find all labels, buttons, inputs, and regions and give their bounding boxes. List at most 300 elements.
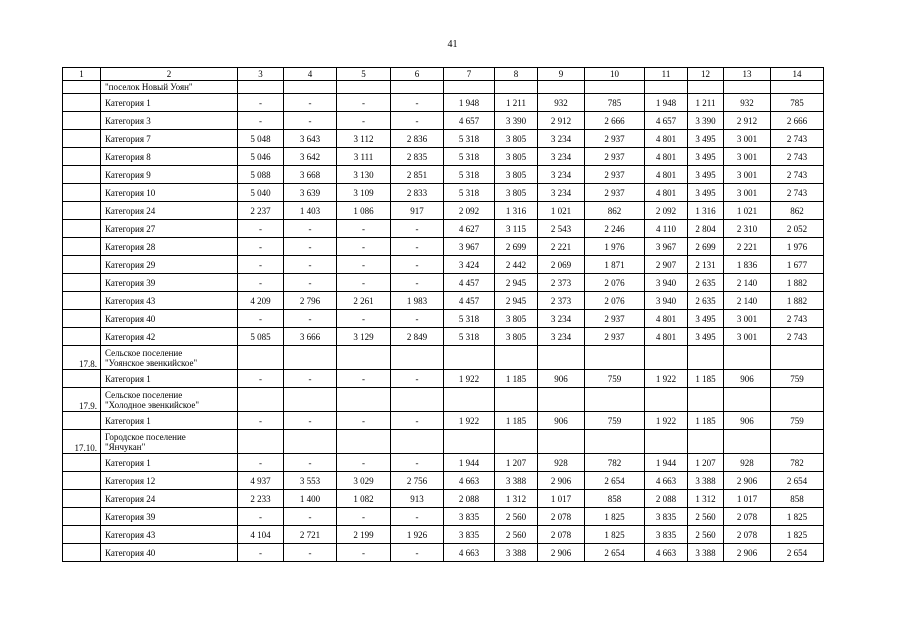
value-cell: 5 040 bbox=[238, 184, 284, 202]
tariff-table bbox=[62, 67, 824, 562]
empty-cell bbox=[645, 81, 688, 94]
value-cell: 2 635 bbox=[688, 274, 724, 292]
value-cell: 3 234 bbox=[538, 130, 585, 148]
row-number bbox=[63, 412, 101, 430]
row-number bbox=[63, 292, 101, 310]
empty-cell bbox=[771, 430, 824, 454]
value-cell: 4 663 bbox=[645, 544, 688, 562]
value-cell: - bbox=[337, 94, 391, 112]
value-cell: 2 937 bbox=[585, 184, 645, 202]
value-cell: 3 388 bbox=[688, 472, 724, 490]
value-cell: 2 836 bbox=[391, 130, 444, 148]
value-cell: 759 bbox=[585, 412, 645, 430]
row-number bbox=[63, 508, 101, 526]
value-cell: 862 bbox=[771, 202, 824, 220]
value-cell: 1 944 bbox=[645, 454, 688, 472]
value-cell: - bbox=[238, 220, 284, 238]
value-cell: 4 104 bbox=[238, 526, 284, 544]
section-name-line: "поселок Новый Уоян" bbox=[105, 82, 193, 92]
value-cell: 3 388 bbox=[495, 544, 538, 562]
row-number bbox=[63, 81, 101, 94]
row-number bbox=[63, 238, 101, 256]
empty-cell bbox=[724, 430, 771, 454]
value-cell: 1 185 bbox=[495, 412, 538, 430]
value-cell: - bbox=[284, 310, 337, 328]
empty-cell bbox=[585, 388, 645, 412]
category-name: Категория 3 bbox=[101, 112, 238, 130]
value-cell: 906 bbox=[724, 370, 771, 388]
category-name: Категория 40 bbox=[101, 544, 238, 562]
value-cell: - bbox=[238, 94, 284, 112]
value-cell: 4 801 bbox=[645, 328, 688, 346]
category-name: Категория 39 bbox=[101, 274, 238, 292]
value-cell: 2 092 bbox=[444, 202, 495, 220]
value-cell: 1 983 bbox=[391, 292, 444, 310]
value-cell: 3 234 bbox=[538, 328, 585, 346]
column-header-7: 7 bbox=[444, 68, 495, 81]
row-number bbox=[63, 94, 101, 112]
value-cell: 2 743 bbox=[771, 310, 824, 328]
value-cell: 3 029 bbox=[337, 472, 391, 490]
value-cell: 913 bbox=[391, 490, 444, 508]
value-cell: 2 560 bbox=[495, 526, 538, 544]
empty-cell bbox=[495, 430, 538, 454]
value-cell: 3 835 bbox=[444, 526, 495, 544]
value-cell: 2 907 bbox=[645, 256, 688, 274]
value-cell: 2 796 bbox=[284, 292, 337, 310]
empty-cell bbox=[538, 430, 585, 454]
value-cell: 1 825 bbox=[585, 526, 645, 544]
value-cell: - bbox=[391, 256, 444, 274]
value-cell: 3 967 bbox=[645, 238, 688, 256]
value-cell: 1 825 bbox=[585, 508, 645, 526]
value-cell: 906 bbox=[538, 370, 585, 388]
column-header-14: 14 bbox=[771, 68, 824, 81]
value-cell: - bbox=[337, 412, 391, 430]
value-cell: 2 937 bbox=[585, 328, 645, 346]
value-cell: 2 666 bbox=[585, 112, 645, 130]
section-name-line: "Янчукан" bbox=[105, 441, 146, 452]
value-cell: 3 001 bbox=[724, 310, 771, 328]
table-row bbox=[63, 412, 824, 430]
category-name: Категория 43 bbox=[101, 292, 238, 310]
value-cell: 3 668 bbox=[284, 166, 337, 184]
value-cell: 2 833 bbox=[391, 184, 444, 202]
value-cell: 2 743 bbox=[771, 184, 824, 202]
table-row bbox=[63, 256, 824, 274]
value-cell: 928 bbox=[538, 454, 585, 472]
section-name bbox=[101, 388, 238, 412]
column-header-1: 1 bbox=[63, 68, 101, 81]
value-cell: 2 246 bbox=[585, 220, 645, 238]
empty-cell bbox=[538, 388, 585, 412]
value-cell: 932 bbox=[538, 94, 585, 112]
row-number bbox=[63, 130, 101, 148]
value-cell: 3 495 bbox=[688, 130, 724, 148]
value-cell: - bbox=[238, 238, 284, 256]
value-cell: 3 001 bbox=[724, 184, 771, 202]
category-name: Категория 24 bbox=[101, 202, 238, 220]
value-cell: 3 234 bbox=[538, 148, 585, 166]
value-cell: 2 261 bbox=[337, 292, 391, 310]
value-cell: 4 937 bbox=[238, 472, 284, 490]
value-cell: 2 092 bbox=[645, 202, 688, 220]
column-header-9: 9 bbox=[538, 68, 585, 81]
value-cell: 1 882 bbox=[771, 292, 824, 310]
value-cell: - bbox=[284, 544, 337, 562]
value-cell: 4 801 bbox=[645, 166, 688, 184]
empty-cell bbox=[238, 81, 284, 94]
value-cell: 2 078 bbox=[538, 526, 585, 544]
table-row bbox=[63, 94, 824, 112]
empty-cell bbox=[284, 430, 337, 454]
empty-cell bbox=[724, 388, 771, 412]
value-cell: 2 373 bbox=[538, 292, 585, 310]
value-cell: 5 318 bbox=[444, 328, 495, 346]
empty-cell bbox=[391, 430, 444, 454]
value-cell: - bbox=[284, 112, 337, 130]
value-cell: 3 390 bbox=[688, 112, 724, 130]
section-name-line: Сельское поселение bbox=[105, 389, 183, 400]
value-cell: 3 553 bbox=[284, 472, 337, 490]
section-row bbox=[63, 346, 824, 370]
value-cell: 4 663 bbox=[444, 544, 495, 562]
value-cell: 2 199 bbox=[337, 526, 391, 544]
table-row bbox=[63, 328, 824, 346]
table-row bbox=[63, 454, 824, 472]
table-row bbox=[63, 544, 824, 562]
value-cell: 759 bbox=[771, 370, 824, 388]
value-cell: 1 021 bbox=[538, 202, 585, 220]
value-cell: 2 945 bbox=[495, 292, 538, 310]
value-cell: - bbox=[337, 220, 391, 238]
row-number bbox=[63, 166, 101, 184]
value-cell: 2 945 bbox=[495, 274, 538, 292]
table-row bbox=[63, 220, 824, 238]
value-cell: 3 805 bbox=[495, 310, 538, 328]
value-cell: 862 bbox=[585, 202, 645, 220]
value-cell: 1 312 bbox=[688, 490, 724, 508]
value-cell: 2 237 bbox=[238, 202, 284, 220]
value-cell: - bbox=[238, 370, 284, 388]
value-cell: 4 457 bbox=[444, 292, 495, 310]
value-cell: 2 721 bbox=[284, 526, 337, 544]
value-cell: 3 835 bbox=[645, 526, 688, 544]
value-cell: 2 912 bbox=[538, 112, 585, 130]
empty-cell bbox=[724, 346, 771, 370]
empty-cell bbox=[585, 81, 645, 94]
value-cell: 1 086 bbox=[337, 202, 391, 220]
value-cell: 2 756 bbox=[391, 472, 444, 490]
empty-cell bbox=[337, 388, 391, 412]
value-cell: 2 906 bbox=[538, 544, 585, 562]
value-cell: 4 663 bbox=[645, 472, 688, 490]
value-cell: - bbox=[391, 412, 444, 430]
section-row bbox=[63, 81, 824, 94]
value-cell: 2 804 bbox=[688, 220, 724, 238]
value-cell: 2 654 bbox=[771, 472, 824, 490]
category-name: Категория 40 bbox=[101, 310, 238, 328]
table-row bbox=[63, 184, 824, 202]
empty-cell bbox=[391, 346, 444, 370]
value-cell: 2 560 bbox=[495, 508, 538, 526]
empty-cell bbox=[585, 430, 645, 454]
value-cell: 2 937 bbox=[585, 130, 645, 148]
value-cell: 3 805 bbox=[495, 148, 538, 166]
empty-cell bbox=[771, 388, 824, 412]
row-number bbox=[63, 544, 101, 562]
value-cell: 1 400 bbox=[284, 490, 337, 508]
value-cell: - bbox=[391, 508, 444, 526]
row-number bbox=[63, 274, 101, 292]
empty-cell bbox=[495, 346, 538, 370]
value-cell: 2 078 bbox=[724, 526, 771, 544]
table-row bbox=[63, 130, 824, 148]
value-cell: 2 912 bbox=[724, 112, 771, 130]
value-cell: 3 835 bbox=[645, 508, 688, 526]
value-cell: 3 835 bbox=[444, 508, 495, 526]
value-cell: - bbox=[337, 508, 391, 526]
value-cell: 2 560 bbox=[688, 508, 724, 526]
value-cell: 782 bbox=[771, 454, 824, 472]
column-header-4: 4 bbox=[284, 68, 337, 81]
category-name: Категория 12 bbox=[101, 472, 238, 490]
value-cell: 858 bbox=[771, 490, 824, 508]
value-cell: 3 234 bbox=[538, 166, 585, 184]
empty-cell bbox=[391, 388, 444, 412]
row-number: 17.10. bbox=[63, 430, 101, 454]
value-cell: - bbox=[337, 310, 391, 328]
value-cell: 2 140 bbox=[724, 274, 771, 292]
value-cell: 1 017 bbox=[724, 490, 771, 508]
section-name-line: Сельское поселение bbox=[105, 347, 183, 358]
value-cell: 759 bbox=[771, 412, 824, 430]
empty-cell bbox=[337, 346, 391, 370]
value-cell: 3 001 bbox=[724, 166, 771, 184]
value-cell: 3 643 bbox=[284, 130, 337, 148]
value-cell: 917 bbox=[391, 202, 444, 220]
table-row bbox=[63, 148, 824, 166]
value-cell: - bbox=[337, 238, 391, 256]
empty-cell bbox=[538, 81, 585, 94]
table-row bbox=[63, 112, 824, 130]
value-cell: 3 495 bbox=[688, 148, 724, 166]
value-cell: 5 318 bbox=[444, 166, 495, 184]
empty-cell bbox=[444, 388, 495, 412]
value-cell: 1 976 bbox=[585, 238, 645, 256]
value-cell: 2 937 bbox=[585, 310, 645, 328]
value-cell: 3 967 bbox=[444, 238, 495, 256]
value-cell: 2 666 bbox=[771, 112, 824, 130]
table-row bbox=[63, 238, 824, 256]
value-cell: 1 922 bbox=[645, 412, 688, 430]
table-row bbox=[63, 526, 824, 544]
category-name: Категория 28 bbox=[101, 238, 238, 256]
value-cell: - bbox=[284, 94, 337, 112]
value-cell: 1 677 bbox=[771, 256, 824, 274]
value-cell: 1 922 bbox=[444, 412, 495, 430]
value-cell: 3 109 bbox=[337, 184, 391, 202]
value-cell: 2 699 bbox=[688, 238, 724, 256]
value-cell: 1 948 bbox=[444, 94, 495, 112]
column-header-8: 8 bbox=[495, 68, 538, 81]
column-header-5: 5 bbox=[337, 68, 391, 81]
empty-cell bbox=[645, 346, 688, 370]
value-cell: 5 046 bbox=[238, 148, 284, 166]
value-cell: 2 221 bbox=[724, 238, 771, 256]
value-cell: 4 801 bbox=[645, 130, 688, 148]
value-cell: 2 078 bbox=[538, 508, 585, 526]
category-name: Категория 10 bbox=[101, 184, 238, 202]
empty-cell bbox=[444, 81, 495, 94]
empty-cell bbox=[688, 388, 724, 412]
value-cell: 4 663 bbox=[444, 472, 495, 490]
value-cell: 2 310 bbox=[724, 220, 771, 238]
value-cell: 2 052 bbox=[771, 220, 824, 238]
category-name: Категория 7 bbox=[101, 130, 238, 148]
value-cell: - bbox=[391, 220, 444, 238]
value-cell: 3 495 bbox=[688, 328, 724, 346]
value-cell: - bbox=[284, 508, 337, 526]
row-number bbox=[63, 370, 101, 388]
value-cell: - bbox=[284, 454, 337, 472]
value-cell: 5 048 bbox=[238, 130, 284, 148]
value-cell: 3 639 bbox=[284, 184, 337, 202]
value-cell: 1 211 bbox=[495, 94, 538, 112]
table-row bbox=[63, 490, 824, 508]
value-cell: 3 234 bbox=[538, 184, 585, 202]
value-cell: - bbox=[284, 412, 337, 430]
value-cell: 1 836 bbox=[724, 256, 771, 274]
value-cell: 2 076 bbox=[585, 274, 645, 292]
value-cell: 3 805 bbox=[495, 184, 538, 202]
empty-cell bbox=[495, 388, 538, 412]
value-cell: 1 082 bbox=[337, 490, 391, 508]
value-cell: 785 bbox=[771, 94, 824, 112]
value-cell: 4 209 bbox=[238, 292, 284, 310]
value-cell: 4 627 bbox=[444, 220, 495, 238]
value-cell: 2 140 bbox=[724, 292, 771, 310]
empty-cell bbox=[645, 388, 688, 412]
table-row bbox=[63, 274, 824, 292]
value-cell: 2 442 bbox=[495, 256, 538, 274]
value-cell: - bbox=[391, 544, 444, 562]
value-cell: 1 825 bbox=[771, 526, 824, 544]
empty-cell bbox=[238, 346, 284, 370]
value-cell: 1 944 bbox=[444, 454, 495, 472]
row-number bbox=[63, 148, 101, 166]
category-name: Категория 1 bbox=[101, 94, 238, 112]
value-cell: 3 424 bbox=[444, 256, 495, 274]
value-cell: - bbox=[391, 274, 444, 292]
value-cell: 1 922 bbox=[645, 370, 688, 388]
value-cell: 3 129 bbox=[337, 328, 391, 346]
value-cell: 1 185 bbox=[688, 370, 724, 388]
value-cell: 3 805 bbox=[495, 166, 538, 184]
value-cell: 4 110 bbox=[645, 220, 688, 238]
value-cell: 5 085 bbox=[238, 328, 284, 346]
category-name: Категория 39 bbox=[101, 508, 238, 526]
value-cell: - bbox=[238, 112, 284, 130]
value-cell: 2 373 bbox=[538, 274, 585, 292]
table-row bbox=[63, 310, 824, 328]
empty-cell bbox=[238, 430, 284, 454]
value-cell: 928 bbox=[724, 454, 771, 472]
empty-cell bbox=[337, 430, 391, 454]
page-number: 41 bbox=[447, 39, 458, 50]
value-cell: 2 743 bbox=[771, 148, 824, 166]
value-cell: - bbox=[391, 370, 444, 388]
category-name: Категория 29 bbox=[101, 256, 238, 274]
row-number bbox=[63, 220, 101, 238]
value-cell: 2 937 bbox=[585, 166, 645, 184]
empty-cell bbox=[538, 346, 585, 370]
value-cell: - bbox=[337, 454, 391, 472]
category-name: Категория 1 bbox=[101, 412, 238, 430]
value-cell: 2 906 bbox=[724, 472, 771, 490]
value-cell: 3 388 bbox=[495, 472, 538, 490]
value-cell: 1 021 bbox=[724, 202, 771, 220]
value-cell: 2 906 bbox=[538, 472, 585, 490]
value-cell: - bbox=[391, 238, 444, 256]
value-cell: - bbox=[337, 274, 391, 292]
value-cell: 4 457 bbox=[444, 274, 495, 292]
value-cell: 3 130 bbox=[337, 166, 391, 184]
value-cell: - bbox=[238, 454, 284, 472]
value-cell: 2 906 bbox=[724, 544, 771, 562]
empty-cell bbox=[585, 346, 645, 370]
value-cell: 5 318 bbox=[444, 130, 495, 148]
value-cell: 2 221 bbox=[538, 238, 585, 256]
value-cell: 4 657 bbox=[645, 112, 688, 130]
table-header-row bbox=[63, 68, 824, 81]
row-number bbox=[63, 526, 101, 544]
value-cell: 5 088 bbox=[238, 166, 284, 184]
category-name: Категория 1 bbox=[101, 370, 238, 388]
section-name bbox=[101, 430, 238, 454]
value-cell: 3 001 bbox=[724, 130, 771, 148]
section-name bbox=[101, 81, 238, 94]
value-cell: 3 001 bbox=[724, 148, 771, 166]
table-row bbox=[63, 508, 824, 526]
value-cell: 906 bbox=[724, 412, 771, 430]
empty-cell bbox=[444, 430, 495, 454]
empty-cell bbox=[284, 388, 337, 412]
value-cell: 5 318 bbox=[444, 310, 495, 328]
value-cell: 906 bbox=[538, 412, 585, 430]
value-cell: 759 bbox=[585, 370, 645, 388]
value-cell: 3 642 bbox=[284, 148, 337, 166]
value-cell: 4 801 bbox=[645, 148, 688, 166]
category-name: Категория 27 bbox=[101, 220, 238, 238]
value-cell: 2 743 bbox=[771, 328, 824, 346]
section-name-line: "Холодное эвенкийское" bbox=[105, 399, 200, 410]
value-cell: 3 115 bbox=[495, 220, 538, 238]
value-cell: 1 312 bbox=[495, 490, 538, 508]
empty-cell bbox=[444, 346, 495, 370]
value-cell: - bbox=[337, 112, 391, 130]
value-cell: 2 699 bbox=[495, 238, 538, 256]
value-cell: 2 088 bbox=[444, 490, 495, 508]
value-cell: - bbox=[391, 454, 444, 472]
value-cell: 2 851 bbox=[391, 166, 444, 184]
value-cell: - bbox=[238, 274, 284, 292]
category-name: Категория 24 bbox=[101, 490, 238, 508]
value-cell: 1 948 bbox=[645, 94, 688, 112]
empty-cell bbox=[337, 81, 391, 94]
value-cell: 4 657 bbox=[444, 112, 495, 130]
value-cell: 3 495 bbox=[688, 310, 724, 328]
